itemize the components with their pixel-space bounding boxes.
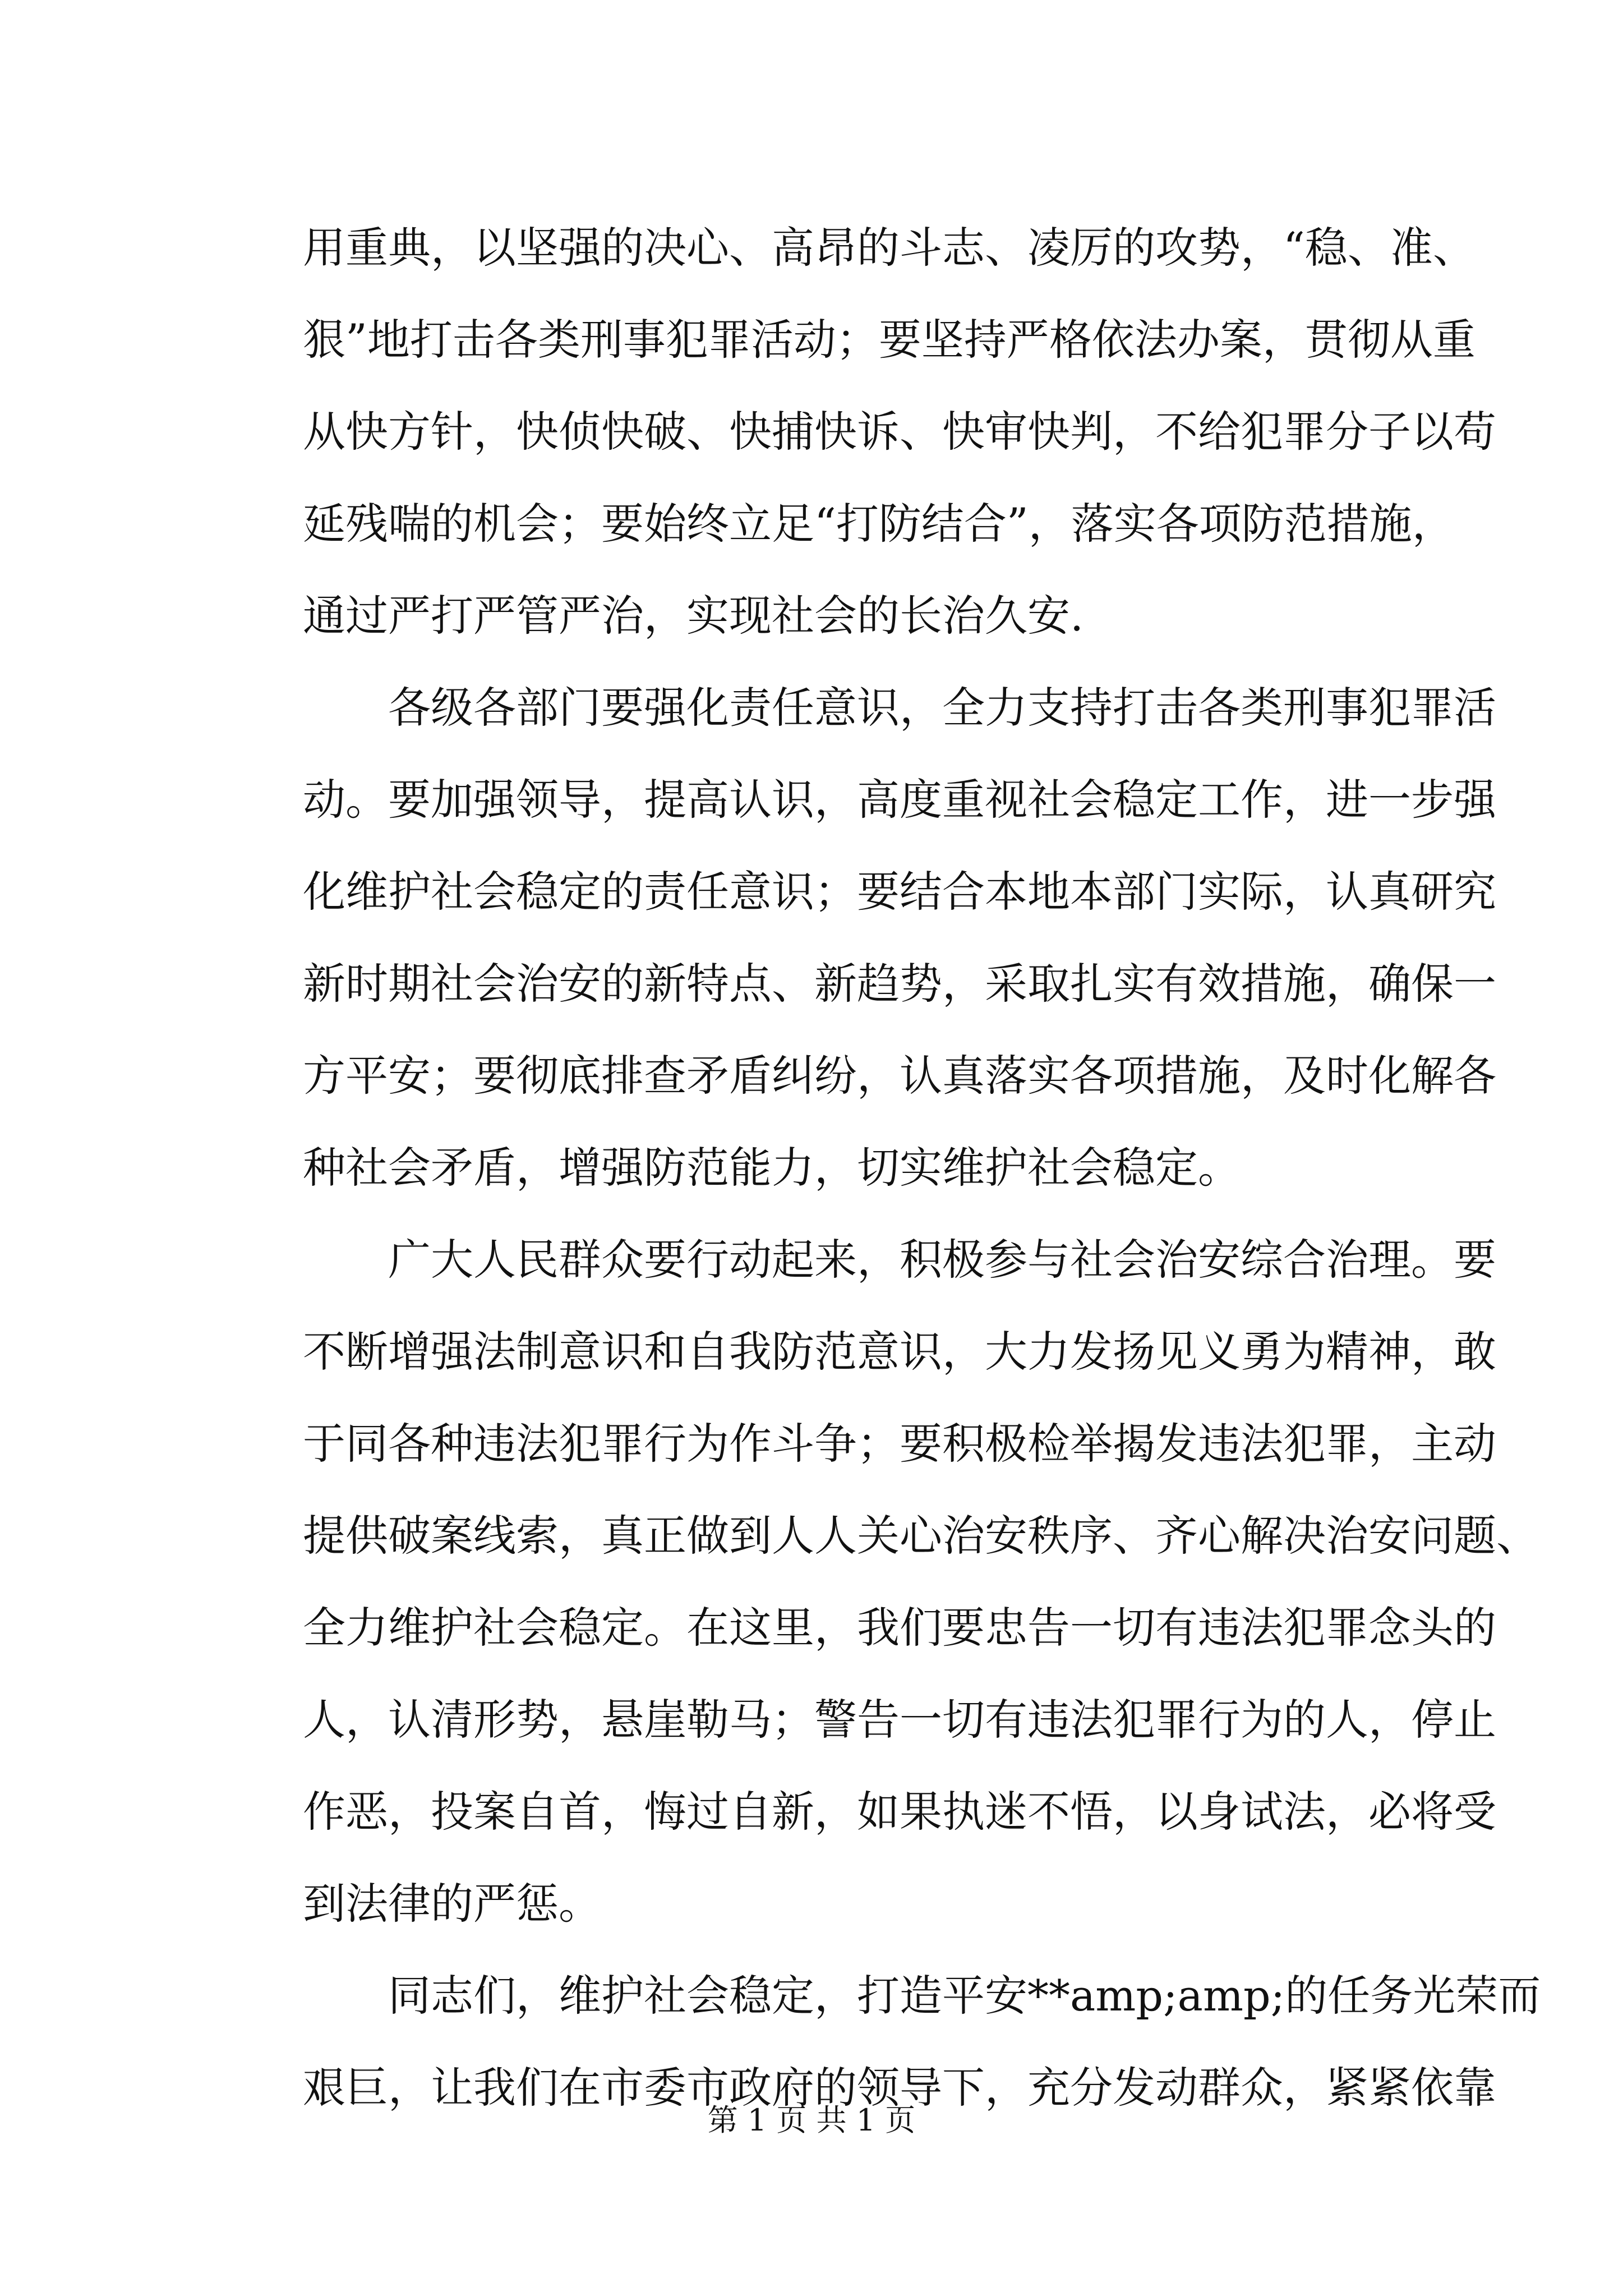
text-line: 新时期社会治安的新特点、新趋势，采取扎实有效措施，确保一	[303, 959, 1496, 1009]
page-number-footer: 第 1 页 共 1 页	[707, 2102, 916, 2138]
paragraph-2	[303, 662, 1496, 1214]
text-line: 狠”地打击各类刑事犯罪活动；要坚持严格依法办案，贯彻从重	[303, 315, 1476, 365]
paragraph-3	[303, 1214, 1539, 1950]
document-body	[303, 202, 1541, 2134]
text-line: 全力维护社会稳定。在这里，我们要忠告一切有违法犯罪念头的	[303, 1603, 1496, 1653]
text-line: 艰巨，让我们在市委市政府的领导下，充分发动群众，紧紧依靠	[303, 2063, 1496, 2113]
text-line: 广大人民群众要行动起来，积极参与社会治安综合治理。要	[388, 1235, 1496, 1285]
text-line: 同志们，维护社会稳定，打造平安**amp;amp;的任务光荣而	[388, 1971, 1541, 2021]
text-line: 用重典，以坚强的决心、高昂的斗志、凌厉的攻势，“稳、准、	[303, 223, 1476, 273]
text-line: 化维护社会稳定的责任意识；要结合本地本部门实际，认真研究	[303, 867, 1496, 917]
text-line: 各级各部门要强化责任意识，全力支持打击各类刑事犯罪活	[388, 683, 1496, 733]
text-line: 不断增强法制意识和自我防范意识，大力发扬见义勇为精神，敢	[303, 1327, 1496, 1377]
text-line: 人，认清形势，悬崖勒马；警告一切有违法犯罪行为的人，停止	[303, 1695, 1496, 1745]
text-line: 到法律的严惩。	[303, 1879, 601, 1929]
text-line: 方平安；要彻底排查矛盾纠纷，认真落实各项措施，及时化解各	[303, 1051, 1496, 1101]
text-line: 作恶，投案自首，悔过自新，如果执迷不悟，以身试法，必将受	[303, 1787, 1496, 1837]
text-line: 延残喘的机会；要始终立足“打防结合”，落实各项防范措施，	[303, 499, 1455, 549]
text-line: 于同各种违法犯罪行为作斗争；要积极检举揭发违法犯罪，主动	[303, 1419, 1496, 1469]
text-line: 动。要加强领导，提高认识，高度重视社会稳定工作，进一步强	[303, 775, 1496, 825]
paragraph-1	[303, 202, 1496, 662]
text-line: 种社会矛盾，增强防范能力，切实维护社会稳定。	[303, 1143, 1241, 1193]
text-line: 通过严打严管严治，实现社会的长治久安.	[303, 591, 1084, 641]
text-line: 提供破案线索，真正做到人人关心治安秩序、齐心解决治安问题、	[303, 1511, 1539, 1561]
text-line: 从快方针，快侦快破、快捕快诉、快审快判，不给犯罪分子以苟	[303, 407, 1496, 457]
